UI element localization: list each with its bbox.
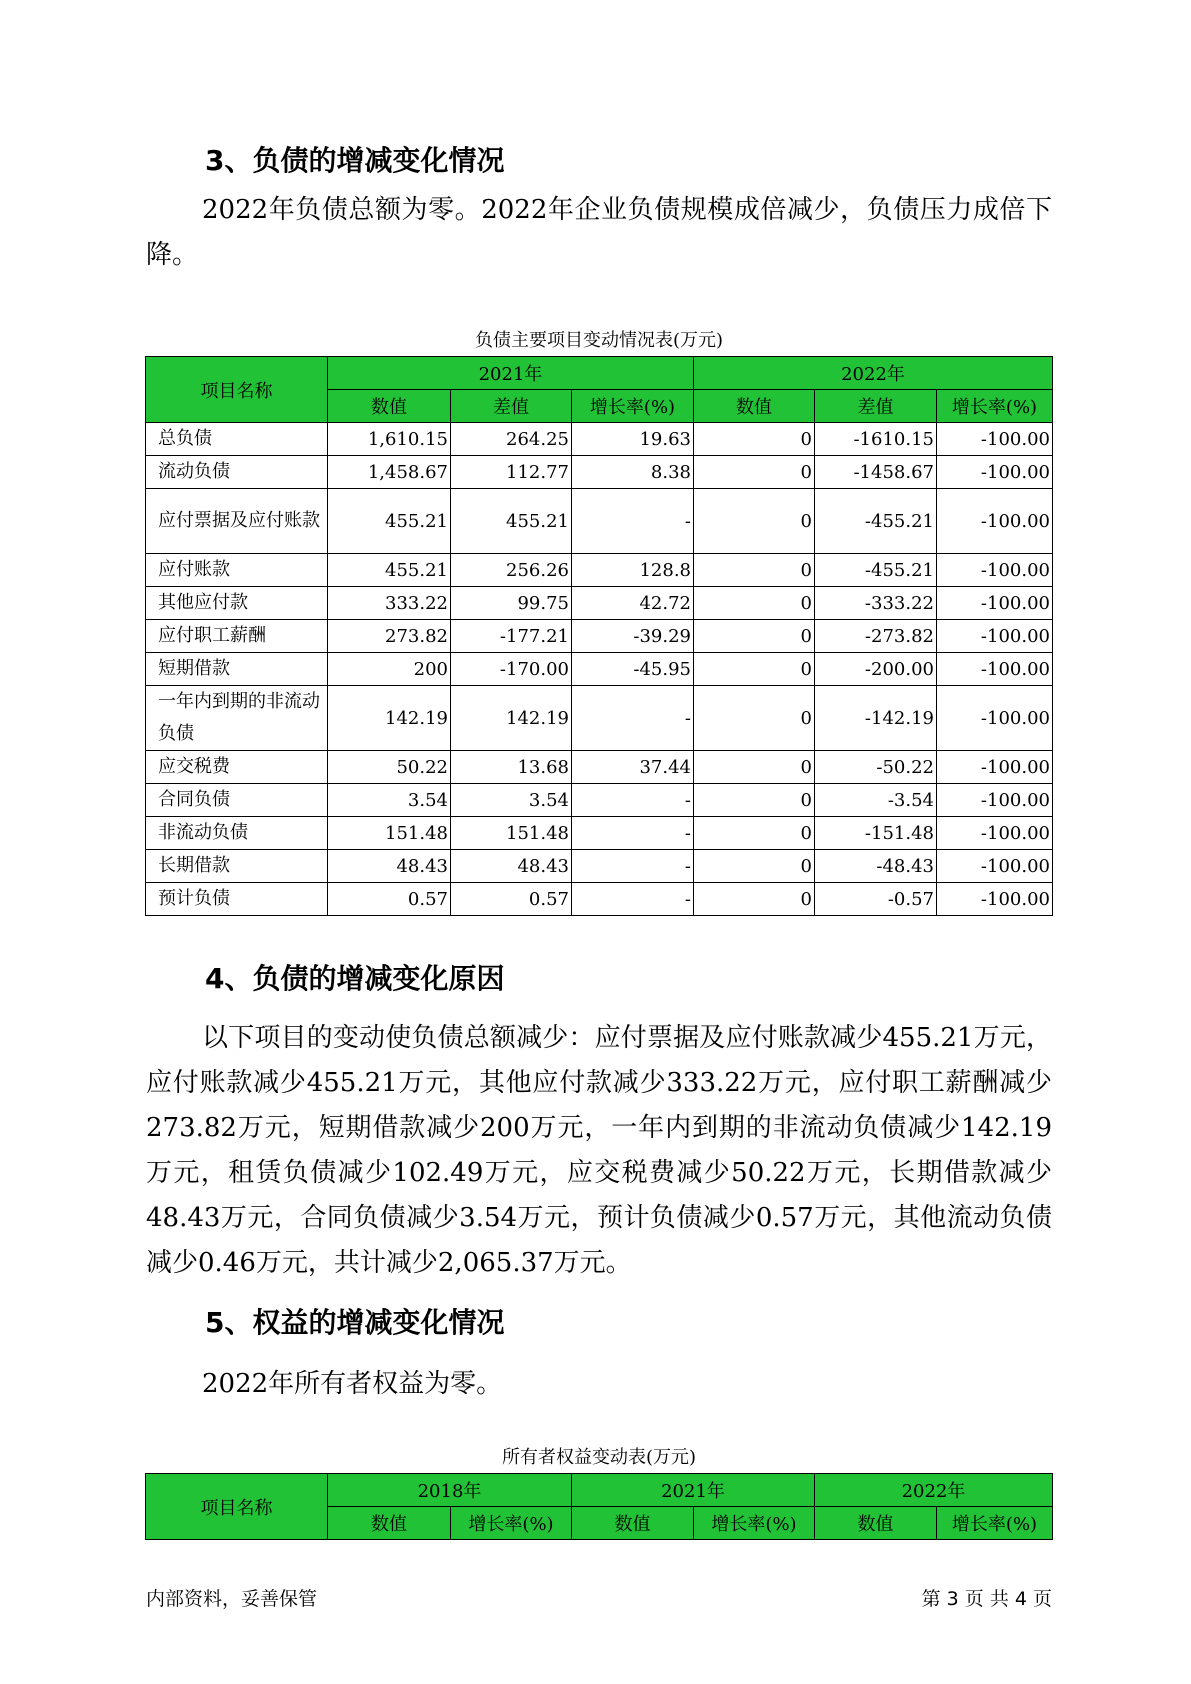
section4-paragraph: 以下项目的变动使负债总额减少：应付票据及应付账款减少455.21万元，应付账款减少455.21万元，其他应付款减少333.22万元，应付职工薪酬减少273.82万元，短期借款减少200万元，一年内到期的非流动负债减少142.19万元，租赁负债减少102.49万元，应交税费减少50.22万元，长期借款减少48.43万元，合同负债减少3.54万元，预计负债减少0.57万元，其他流动负债减少0.46万元，共计减少2,065.37万元。 [146,1023,1052,1278]
cell-growth-2022: -100.00 [937,883,1053,916]
section4-heading: 4、负债的增减变化原因 [205,962,505,995]
cell-value-2021: 0.57 [328,883,451,916]
col-growth-2022: 增长率(%) [937,390,1053,423]
equity-table-caption: 所有者权益变动表(万元) [501,1447,697,1468]
footer-confidential-note: 内部资料，妥善保管 [146,1588,318,1610]
row-item-name: 预计负债 [146,883,328,916]
row-item-name: 应付票据及应付账款 [146,489,328,554]
cell-value-2021: 333.22 [328,587,451,620]
col-diff-2021: 差值 [451,390,572,423]
equity-year-2022-header: 2022年 [815,1474,1053,1507]
cell-diff-2022: -151.48 [815,817,937,850]
cell-diff-2021: -177.21 [451,620,572,653]
cell-growth-2021: - [572,686,694,751]
equity-item-name-header: 项目名称 [146,1474,328,1540]
row-item-name: 应付账款 [146,554,328,587]
cell-diff-2021: 48.43 [451,850,572,883]
equity-table [145,1473,1053,1540]
row-item-name: 长期借款 [146,850,328,883]
cell-diff-2022: -48.43 [815,850,937,883]
col-value-2022: 数值 [694,390,815,423]
cell-diff-2022: -0.57 [815,883,937,916]
cell-diff-2021: 256.26 [451,554,572,587]
cell-diff-2021: 151.48 [451,817,572,850]
cell-diff-2022: -50.22 [815,751,937,784]
footer-page-number: 第 3 页 共 4 页 [921,1588,1052,1610]
col-value-2021: 数值 [328,390,451,423]
cell-value-2022: 0 [694,784,815,817]
cell-growth-2021: - [572,489,694,554]
cell-growth-2021: 19.63 [572,423,694,456]
cell-value-2022: 0 [694,686,815,751]
section5-heading: 5、权益的增减变化情况 [205,1306,505,1339]
cell-value-2022: 0 [694,817,815,850]
cell-growth-2021: - [572,784,694,817]
cell-diff-2021: 99.75 [451,587,572,620]
cell-value-2021: 455.21 [328,489,451,554]
row-item-name: 合同负债 [146,784,328,817]
cell-diff-2021: 13.68 [451,751,572,784]
row-item-name: 其他应付款 [146,587,328,620]
table-row [146,751,1053,784]
cell-growth-2021: -45.95 [572,653,694,686]
table-row [146,456,1053,489]
cell-value-2021: 200 [328,653,451,686]
cell-value-2022: 0 [694,850,815,883]
row-item-name: 非流动负债 [146,817,328,850]
year-2021-header: 2021年 [328,357,694,390]
table-row [146,653,1053,686]
cell-value-2021: 48.43 [328,850,451,883]
cell-value-2021: 1,610.15 [328,423,451,456]
table-row [146,784,1053,817]
cell-growth-2021: - [572,850,694,883]
cell-value-2021: 1,458.67 [328,456,451,489]
cell-growth-2022: -100.00 [937,489,1053,554]
table-row [146,686,1053,751]
equity-col-value-2022: 数值 [815,1507,937,1540]
table-row [146,817,1053,850]
equity-col-growth-2021: 增长率(%) [694,1507,815,1540]
cell-value-2021: 151.48 [328,817,451,850]
cell-diff-2022: -1458.67 [815,456,937,489]
section3-paragraph: 2022年负债总额为零。2022年企业负债规模成倍减少，负债压力成倍下降。 [146,195,1052,270]
cell-growth-2021: -39.29 [572,620,694,653]
row-item-name: 应交税费 [146,751,328,784]
cell-value-2022: 0 [694,883,815,916]
cell-value-2022: 0 [694,587,815,620]
cell-diff-2022: -142.19 [815,686,937,751]
equity-year-2018-header: 2018年 [328,1474,572,1507]
col-growth-2021: 增长率(%) [572,390,694,423]
row-item-name: 一年内到期的非流动负债 [146,686,328,751]
cell-growth-2021: 42.72 [572,587,694,620]
row-item-name: 应付职工薪酬 [146,620,328,653]
cell-diff-2022: -273.82 [815,620,937,653]
cell-growth-2022: -100.00 [937,850,1053,883]
cell-growth-2022: -100.00 [937,686,1053,751]
cell-growth-2022: -100.00 [937,751,1053,784]
cell-value-2021: 142.19 [328,686,451,751]
section3-heading: 3、负债的增减变化情况 [205,144,505,177]
cell-value-2022: 0 [694,620,815,653]
cell-growth-2021: 8.38 [572,456,694,489]
row-item-name: 流动负债 [146,456,328,489]
cell-growth-2022: -100.00 [937,817,1053,850]
liability-table-caption: 负债主要项目变动情况表(万元) [474,330,724,351]
cell-diff-2021: -170.00 [451,653,572,686]
cell-diff-2022: -3.54 [815,784,937,817]
equity-col-growth-2018: 增长率(%) [451,1507,572,1540]
cell-growth-2021: - [572,817,694,850]
table-row [146,620,1053,653]
year-2022-header: 2022年 [694,357,1053,390]
cell-value-2022: 0 [694,653,815,686]
equity-col-growth-2022: 增长率(%) [937,1507,1053,1540]
table-row [146,587,1053,620]
cell-growth-2022: -100.00 [937,653,1053,686]
row-item-name: 短期借款 [146,653,328,686]
cell-value-2022: 0 [694,489,815,554]
section5-paragraph: 2022年所有者权益为零。 [202,1369,503,1399]
equity-col-value-2021: 数值 [572,1507,694,1540]
cell-diff-2021: 112.77 [451,456,572,489]
cell-growth-2022: -100.00 [937,423,1053,456]
cell-diff-2021: 142.19 [451,686,572,751]
cell-diff-2022: -455.21 [815,554,937,587]
cell-diff-2022: -455.21 [815,489,937,554]
cell-diff-2021: 264.25 [451,423,572,456]
table-row [146,850,1053,883]
row-item-name: 总负债 [146,423,328,456]
cell-growth-2021: - [572,883,694,916]
liability-table [145,356,1053,916]
cell-growth-2022: -100.00 [937,587,1053,620]
cell-value-2022: 0 [694,423,815,456]
cell-diff-2021: 455.21 [451,489,572,554]
table-row [146,423,1053,456]
cell-growth-2022: -100.00 [937,456,1053,489]
cell-diff-2022: -1610.15 [815,423,937,456]
cell-growth-2022: -100.00 [937,554,1053,587]
item-name-header: 项目名称 [146,357,328,423]
cell-diff-2022: -200.00 [815,653,937,686]
table-row [146,554,1053,587]
cell-value-2022: 0 [694,751,815,784]
table-row [146,883,1053,916]
col-diff-2022: 差值 [815,390,937,423]
table-row [146,489,1053,554]
cell-growth-2022: -100.00 [937,784,1053,817]
cell-diff-2021: 0.57 [451,883,572,916]
cell-diff-2022: -333.22 [815,587,937,620]
cell-value-2021: 273.82 [328,620,451,653]
cell-diff-2021: 3.54 [451,784,572,817]
equity-year-2021-header: 2021年 [572,1474,815,1507]
cell-value-2022: 0 [694,554,815,587]
cell-value-2021: 455.21 [328,554,451,587]
cell-value-2021: 50.22 [328,751,451,784]
cell-growth-2021: 37.44 [572,751,694,784]
cell-growth-2022: -100.00 [937,620,1053,653]
cell-value-2022: 0 [694,456,815,489]
equity-col-value-2018: 数值 [328,1507,451,1540]
cell-value-2021: 3.54 [328,784,451,817]
cell-growth-2021: 128.8 [572,554,694,587]
